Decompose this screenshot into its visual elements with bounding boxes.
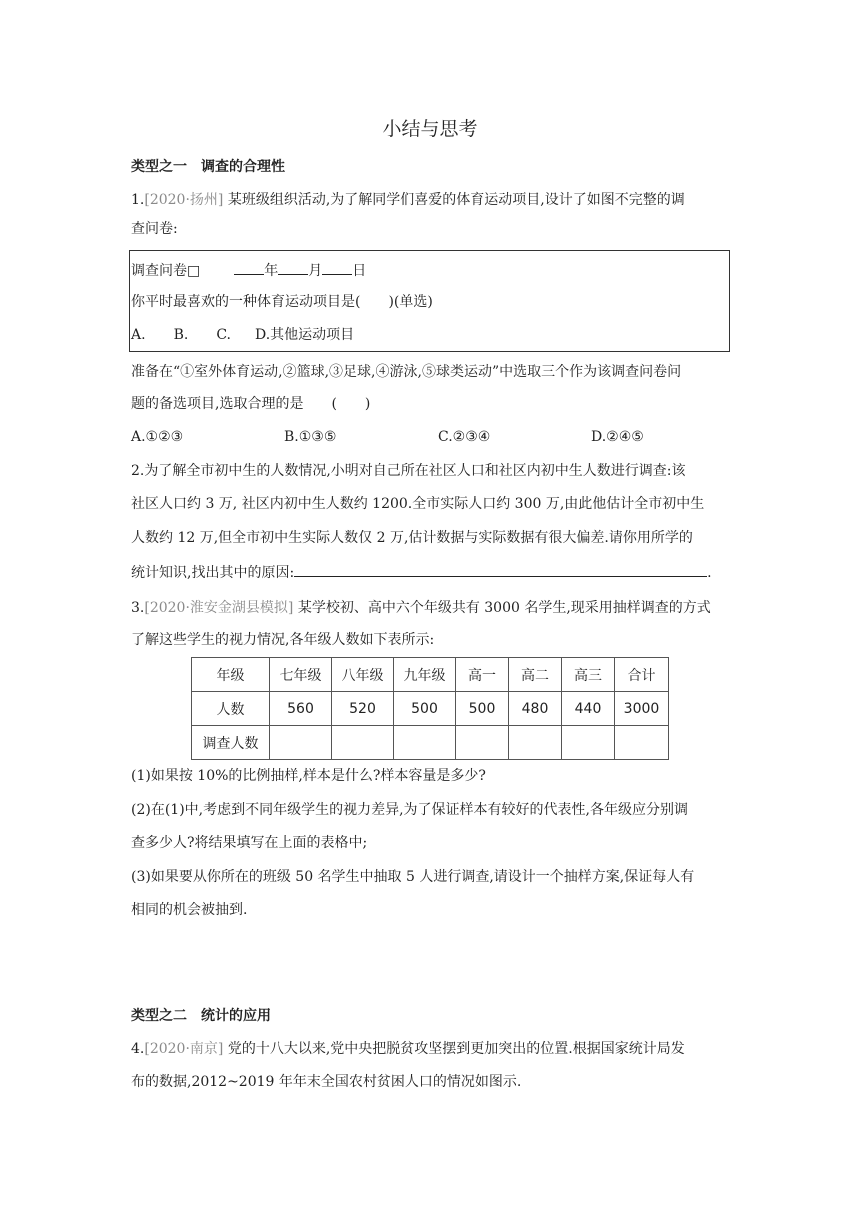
q4-number: 4. [131,1041,145,1057]
questionnaire-line-1 [131,260,366,281]
table-cell: 500 [456,692,509,726]
table-header-cell: 高二 [509,658,562,692]
year-label: 年 [264,263,279,279]
month-label: 月 [308,263,323,279]
q3-sub-2-line-1: (2)在(1)中,考虑到不同年级学生的视力差异,为了保证样本有较好的代表性,各年级应分别调 [131,802,689,818]
q1-number: 1. [131,192,145,208]
table-cell: 440 [562,692,615,726]
section-heading-1: 类型之一 调查的合理性 [131,159,285,175]
q1-line-2: 查问卷: [131,221,178,237]
q1-source: [2020·扬州] [144,192,224,208]
table-cell: 调查人数 [192,726,270,760]
day-label: 日 [352,263,367,279]
q3-sub-1: (1)如果按 10%的比例抽样,样本是什么?样本容量是多少? [131,768,486,784]
section-heading-2: 类型之二 统计的应用 [131,1008,271,1024]
q1-text-1: 某班级组织活动,为了解同学们喜爱的体育运动项目,设计了如图不完整的调 [227,192,685,208]
q1-choice-b: B.①③⑤ [284,429,337,445]
table-header-cell: 合计 [615,658,669,692]
day-blank [322,260,352,275]
questionnaire-option-c: C. [216,327,231,343]
page-title: 小结与思考 [382,118,478,140]
table-cell: 480 [509,692,562,726]
table-cell: 520 [332,692,394,726]
q3-line-2: 了解这些学生的视力情况,各年级人数如下表所示: [131,632,435,648]
table-answer-cell [270,726,332,760]
table-answer-cell [562,726,615,760]
q1-after-line-2: 题的备选项目,选取合理的是 ( ) [131,396,371,412]
q2-line-3: 人数约 12 万,但全市初中生实际人数仅 2 万,估计数据与实际数据有很大偏差.请你用所学的 [131,530,693,546]
table-header-cell: 八年级 [332,658,394,692]
q1-choice-c: C.②③④ [438,429,491,445]
q2-line-4 [131,562,712,583]
q2-line-2: 社区人口约 3 万, 社区内初中生人数约 1200.全市实际人口约 300 万,由此他估计全市初中生 [131,496,705,512]
q4-line-2: 布的数据,2012~2019 年年末全国农村贫困人口的情况如图示. [131,1074,522,1090]
table-cell: 560 [270,692,332,726]
questionnaire-option-a: A. [131,327,146,343]
table-row [192,692,669,726]
questionnaire-option-d: D.其他运动项目 [254,327,355,343]
table-row [192,726,669,760]
table-cell: 3000 [615,692,669,726]
q3-sub-2-line-2: 查多少人?将结果填写在上面的表格中; [131,835,368,851]
table-header-cell: 九年级 [394,658,456,692]
questionnaire-line-2: 你平时最喜欢的一种体育运动项目是( )(单选) [131,294,433,310]
q3-sub-3-line-2: 相同的机会被抽到. [131,902,248,918]
q3-text-1: 某学校初、高中六个年级共有 3000 名学生,现采用抽样调查的方式 [297,600,711,616]
q3-line-1 [131,598,711,618]
questionnaire-option-b: B. [173,327,189,343]
table-answer-cell [615,726,669,760]
month-blank [278,260,308,275]
q4-text-1: 党的十八大以来,党中央把脱贫攻坚摆到更加突出的位置.根据国家统计局发 [227,1041,685,1057]
q4-source: [2020·南京] [144,1041,224,1057]
table-header-row [192,658,669,692]
q4-line-1 [131,1039,685,1059]
table-header-cell: 高一 [456,658,509,692]
table-header-cell: 高三 [562,658,615,692]
q1-after-line-1: 准备在“①室外体育运动,②篮球,③足球,④游泳,⑤球类运动”中选取三个作为该调查问卷问 [131,364,682,380]
q2-answer-blank [294,562,707,577]
q3-sub-3-line-1: (3)如果要从你所在的班级 50 名学生中抽取 5 人进行调查,请设计一个抽样方案,保证每人有 [131,869,695,885]
q1-line-1 [131,190,685,210]
q2-line-1: 2.为了解全市初中生的人数情况,小明对自己所在社区人口和社区内初中生人数进行调查:该 [131,463,686,479]
table-header-cell: 年级 [192,658,270,692]
q3-source: [2020·淮安金湖县模拟] [144,600,294,616]
table-header-cell: 七年级 [270,658,332,692]
q3-number: 3. [131,600,145,616]
grade-table [191,657,669,760]
table-answer-cell [456,726,509,760]
q2-line-4-end: . [707,565,712,581]
table-answer-cell [509,726,562,760]
q2-line-4-text: 统计知识,找出其中的原因: [131,565,295,581]
table-answer-cell [394,726,456,760]
table-answer-cell [332,726,394,760]
questionnaire-label: 调查问卷□ [131,263,201,279]
q1-choice-a: A.①②③ [131,429,184,445]
table-cell: 500 [394,692,456,726]
questionnaire-options [131,325,354,345]
q1-choice-d: D.②④⑤ [591,429,644,445]
table-cell: 人数 [192,692,270,726]
questionnaire-box [129,250,730,352]
year-blank [234,260,264,275]
